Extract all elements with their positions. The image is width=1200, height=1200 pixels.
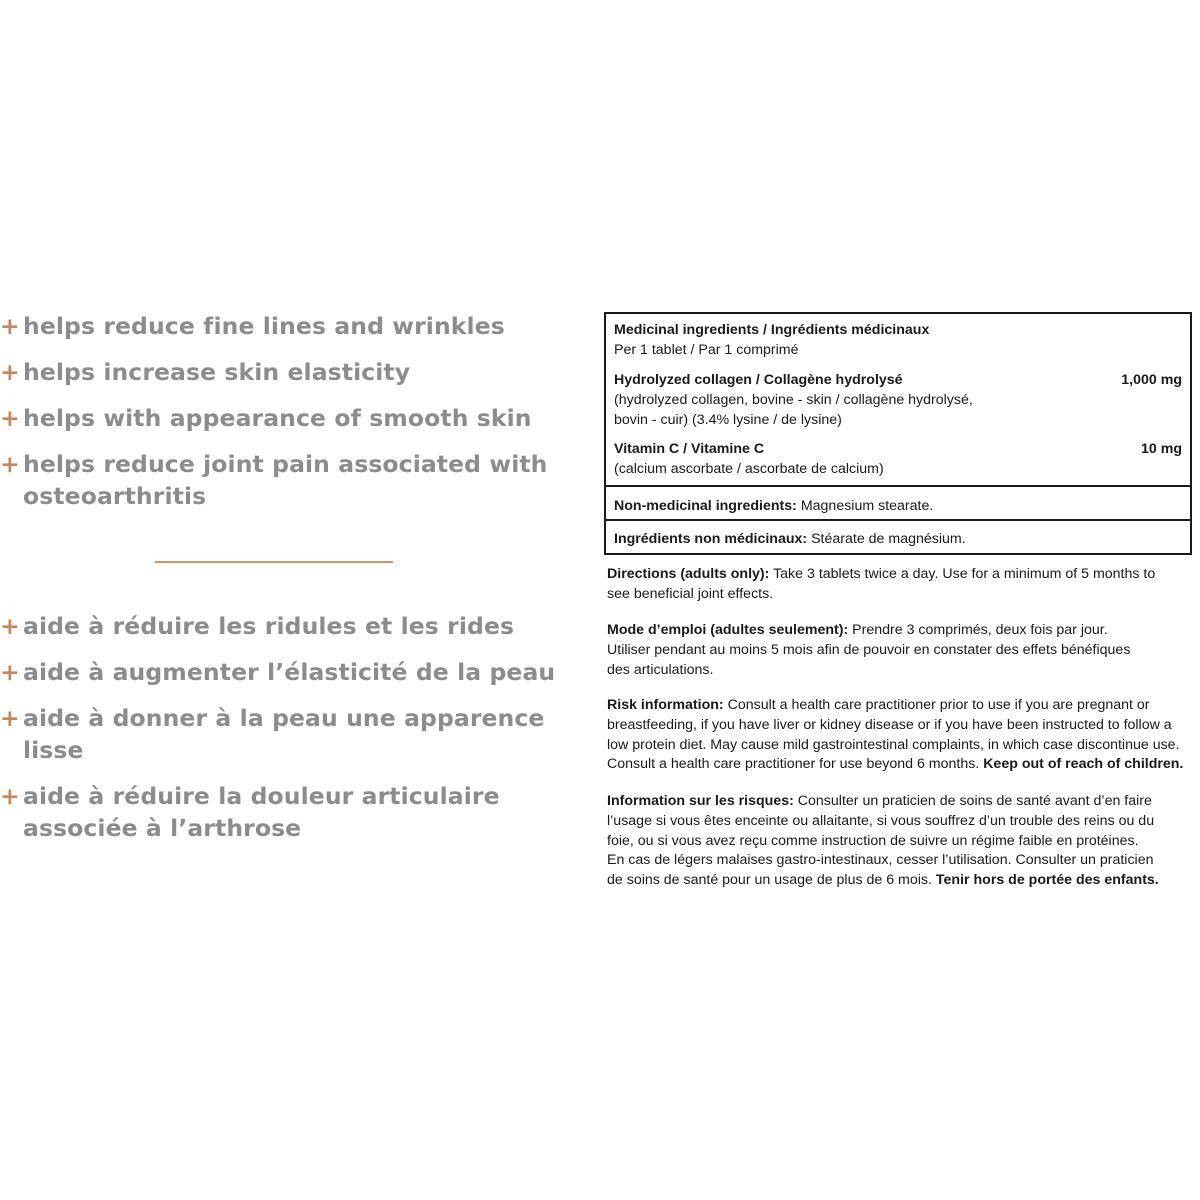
ingredient-name: Vitamin C / Vitamine C	[614, 441, 765, 457]
ingredient-vitamin-c	[614, 439, 1182, 479]
benefit-item	[0, 656, 590, 688]
risk-label: Risk information:	[607, 697, 724, 713]
benefit-text: helps reduce fine lines and wrinkles	[23, 312, 505, 340]
directions-text: see beneficial joint effects.	[607, 585, 774, 602]
benefit-text: helps increase skin elasticity	[23, 358, 411, 386]
risk-text: En cas de légers malaises gastro-intestinaux, cesser l’utilisation. Consulter un praticien	[607, 852, 1154, 869]
ingredient-collagen	[614, 370, 1182, 430]
risk-text: foie, ou si vous avez reçu comme instruction de suivre un régime faible en protéines.	[607, 832, 1139, 849]
plus-icon: +	[0, 404, 20, 432]
benefit-item	[0, 448, 590, 512]
benefit-text: helps reduce joint pain associated with	[23, 450, 548, 478]
directions-en	[607, 565, 1197, 605]
ingredient-amount: 1,000 mg	[1121, 372, 1182, 388]
plus-icon: +	[0, 612, 20, 640]
mode-emploi-text: Prendre 3 comprimés, deux fois par jour.	[848, 622, 1108, 638]
ingredients-panel	[604, 312, 1192, 555]
non-medicinal-value: Magnesium stearate.	[796, 498, 934, 514]
divider-line	[606, 519, 1190, 521]
non-medicinal-label: Non-medicinal ingredients:	[614, 498, 797, 514]
risk-information-fr	[607, 792, 1197, 891]
section-divider	[155, 561, 393, 563]
benefit-item	[0, 780, 590, 844]
benefits-english	[0, 310, 590, 526]
benefit-text: associée à l’arthrose	[23, 814, 302, 842]
benefit-text: aide à donner à la peau une apparence lisse	[23, 704, 545, 764]
child-warning: Tenir hors de portée des enfants.	[935, 872, 1159, 889]
risk-text: Consult a health care practitioner prior to use if you are pregnant or	[723, 697, 1150, 713]
benefit-text: aide à réduire les ridules et les rides	[23, 612, 515, 640]
benefit-item	[0, 310, 590, 342]
risk-text: Consulter un praticien de soins de santé avant d’en faire	[793, 793, 1152, 809]
plus-icon: +	[0, 658, 20, 686]
non-medicinal-label: Ingrédients non médicinaux:	[614, 531, 808, 547]
benefit-text: helps with appearance of smooth skin	[23, 404, 532, 432]
ingredient-description: (hydrolyzed collagen, bovine - skin / collagène hydrolysé,	[614, 392, 973, 408]
benefits-french	[0, 610, 590, 858]
divider-line	[606, 485, 1190, 487]
mode-emploi-text: des articulations.	[607, 661, 714, 678]
benefit-item	[0, 402, 590, 434]
risk-text: low protein diet. May cause mild gastrointestinal complaints, in which case discontinue use.	[607, 736, 1180, 753]
directions-fr	[607, 621, 1197, 680]
serving-size: Per 1 tablet / Par 1 comprimé	[614, 342, 799, 358]
mode-emploi-label: Mode d’emploi (adultes seulement):	[607, 622, 849, 638]
risk-text: l’usage si vous êtes enceinte ou allaitante, si vous souffrez d’un trouble des reins ou du	[607, 812, 1155, 829]
plus-icon: +	[0, 782, 20, 810]
directions-text: Take 3 tablets twice a day. Use for a minimum of 5 months to	[769, 566, 1156, 582]
directions-label: Directions (adults only):	[607, 566, 770, 582]
plus-icon: +	[0, 704, 20, 732]
child-warning: Keep out of reach of children.	[983, 756, 1184, 773]
non-medicinal-fr	[614, 529, 1182, 549]
plus-icon: +	[0, 312, 20, 340]
risk-text: breastfeeding, if you have liver or kidney disease or if you have been instructed to follow a	[607, 716, 1172, 733]
non-medicinal-value: Stéarate de magnésium.	[807, 531, 966, 547]
plus-icon: +	[0, 358, 20, 386]
non-medicinal-en	[614, 496, 1182, 516]
benefit-text: aide à augmenter l’élasticité de la peau	[23, 658, 556, 686]
ingredient-name: Hydrolyzed collagen / Collagène hydrolysé	[614, 372, 903, 388]
ingredients-header	[614, 320, 1182, 360]
plus-icon: +	[0, 450, 20, 478]
ingredient-description: bovin - cuir) (3.4% lysine / de lysine)	[614, 412, 842, 428]
benefit-item	[0, 356, 590, 388]
benefit-item	[0, 610, 590, 642]
ingredient-description: (calcium ascorbate / ascorbate de calcium)	[614, 461, 884, 477]
risk-text: de soins de santé pour un usage de plus de 6 mois.	[607, 872, 936, 889]
risk-information-en	[607, 696, 1197, 775]
risk-label: Information sur les risques:	[607, 793, 794, 809]
risk-text: Consult a health care practitioner for use beyond 6 months.	[607, 756, 984, 773]
mode-emploi-text: Utiliser pendant au moins 5 mois afin de pouvoir en constater des effets bénéfiques	[607, 641, 1131, 658]
benefit-text: osteoarthritis	[23, 482, 207, 510]
ingredient-amount: 10 mg	[1140, 441, 1182, 457]
benefit-text: aide à réduire la douleur articulaire	[23, 782, 500, 810]
medicinal-ingredients-title: Medicinal ingredients / Ingrédients médicinaux	[614, 322, 930, 338]
benefit-item	[0, 702, 590, 766]
